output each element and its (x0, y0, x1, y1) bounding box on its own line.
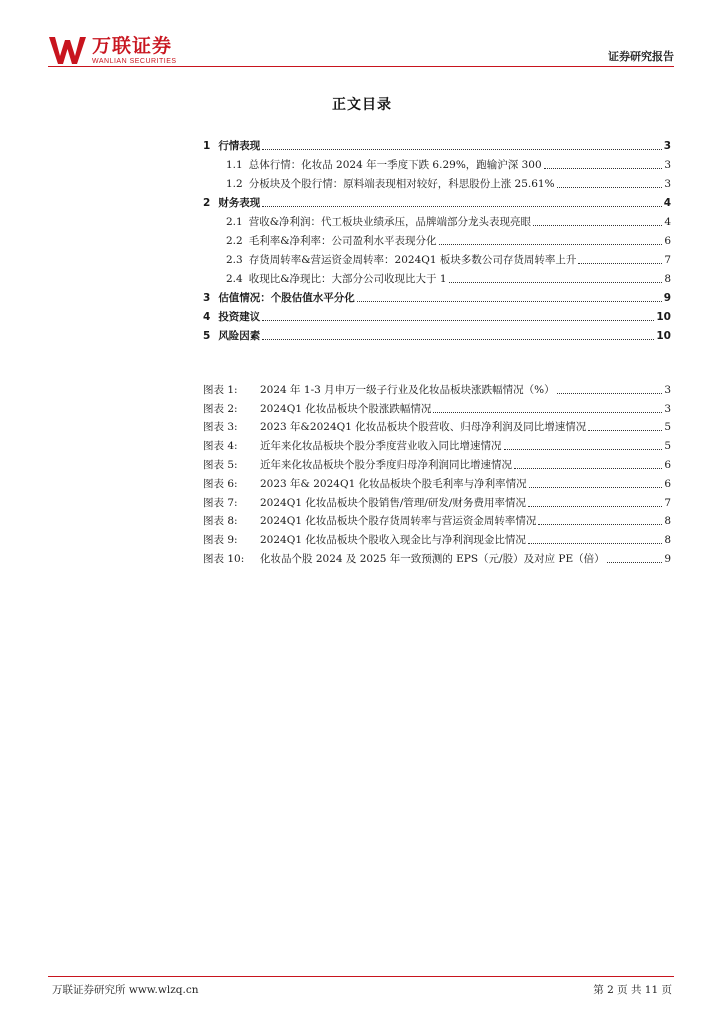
page-number: 第 2 页 共 11 页 (593, 984, 672, 996)
figure-label: 图表 7: (203, 496, 238, 509)
toc-number: 5 (203, 330, 211, 342)
dot-leader (578, 263, 662, 264)
toc-text: 投资建议 (218, 311, 261, 323)
toc-number: 2 (203, 197, 211, 209)
figure-page: 7 (664, 496, 671, 509)
figure-entry[interactable] (203, 416, 671, 435)
header-divider (48, 66, 674, 67)
toc-text: 营收&净利润：代工板块业绩承压，品牌端部分龙头表现亮眼 (248, 216, 532, 228)
wanlian-logo-icon (48, 34, 88, 66)
toc-text: 估值情况：个股估值水平分化 (218, 292, 355, 304)
footer-divider (48, 976, 674, 977)
dot-leader (533, 225, 662, 226)
toc-number: 2.3 (226, 254, 243, 266)
dot-leader (557, 393, 663, 394)
footer-source: 万联证券研究所 www.wlzq.cn (52, 984, 199, 996)
toc-page: 7 (664, 254, 671, 266)
figure-text: 2023 年& 2024Q1 化妆品板块个股毛利率与净利率情况 (260, 477, 527, 490)
dot-leader (449, 282, 663, 283)
figure-text: 2024Q1 化妆品板块个股收入现金比与净利润现金比情况 (260, 534, 526, 547)
toc-page: 4 (663, 197, 671, 209)
toc-entry[interactable] (203, 305, 671, 324)
figure-label: 图表 9: (203, 534, 238, 547)
figure-page: 3 (664, 402, 671, 415)
dot-leader (538, 524, 662, 525)
toc-number: 2.2 (226, 235, 243, 247)
dot-leader (588, 430, 662, 431)
toc-number: 1.2 (226, 178, 243, 190)
figure-label: 图表 2: (203, 402, 238, 415)
figure-entry[interactable] (203, 547, 671, 566)
figure-page: 8 (664, 534, 671, 547)
toc-text: 存货周转率&营运资金周转率：2024Q1 板块多数公司存货周转率上升 (248, 254, 577, 266)
figure-text: 2024Q1 化妆品板块个股销售/管理/研发/财务费用率情况 (260, 496, 526, 509)
dot-leader (357, 301, 662, 302)
toc-page: 3 (663, 140, 671, 152)
figure-text: 近年来化妆品板块个股分季度营业收入同比增速情况 (260, 440, 502, 453)
figure-entry[interactable] (203, 434, 671, 453)
toc-text: 风险因素 (218, 330, 261, 342)
figure-page: 6 (664, 458, 671, 471)
toc-number: 3 (203, 292, 211, 304)
figure-entry[interactable] (203, 491, 671, 510)
toc-number: 1.1 (226, 159, 243, 171)
dot-leader (528, 543, 662, 544)
figure-label: 图表 1: (203, 383, 238, 396)
brand-name-en: WANLIAN SECURITIES (92, 57, 177, 65)
dot-leader (504, 449, 663, 450)
figure-text: 近年来化妆品板块个股分季度归母净利润同比增速情况 (260, 458, 512, 471)
toc-entry[interactable] (203, 229, 671, 248)
toc-entry[interactable] (203, 324, 671, 343)
brand-name-cn: 万联证券 (92, 34, 173, 57)
figure-page: 9 (664, 552, 671, 565)
figure-entry[interactable] (203, 378, 671, 397)
table-of-contents (203, 134, 671, 343)
figure-list (203, 378, 671, 566)
figure-entry[interactable] (203, 397, 671, 416)
toc-page: 9 (663, 292, 671, 304)
figure-label: 图表 4: (203, 440, 238, 453)
dot-leader (557, 187, 663, 188)
toc-number: 2.4 (226, 273, 243, 285)
toc-page: 8 (664, 273, 671, 285)
figure-page: 8 (664, 515, 671, 528)
dot-leader (529, 487, 663, 488)
figure-text: 化妆品个股 2024 及 2025 年一致预测的 EPS（元/股）及对应 PE（倍） (260, 552, 605, 565)
dot-leader (262, 206, 661, 207)
page-title: 正文目录 (332, 97, 392, 113)
page-header (48, 30, 674, 70)
toc-page: 10 (656, 311, 671, 323)
toc-entry[interactable] (203, 286, 671, 305)
figure-page: 5 (664, 421, 671, 434)
toc-entry[interactable] (203, 248, 671, 267)
toc-page: 4 (664, 216, 671, 228)
figure-entry[interactable] (203, 528, 671, 547)
toc-page: 6 (664, 235, 671, 247)
figure-page: 6 (664, 477, 671, 490)
figure-text: 2024Q1 化妆品板块个股存货周转率与营运资金周转率情况 (260, 515, 537, 528)
figure-page: 3 (664, 383, 671, 396)
dot-leader (433, 412, 662, 413)
figure-label: 图表 10: (203, 552, 245, 565)
toc-text: 收现比&净现比：大部分公司收现比大于 1 (248, 273, 447, 285)
figure-text: 2023 年&2024Q1 化妆品板块个股营收、归母净利润及同比增速情况 (260, 421, 587, 434)
toc-entry[interactable] (203, 172, 671, 191)
report-type-label: 证券研究报告 (608, 50, 674, 63)
figure-label: 图表 5: (203, 458, 238, 471)
toc-entry[interactable] (203, 153, 671, 172)
toc-page: 3 (664, 178, 671, 190)
figure-entry[interactable] (203, 510, 671, 529)
figure-text: 2024 年 1-3 月申万一级子行业及化妆品板块涨跌幅情况（%） (260, 383, 555, 396)
toc-number: 4 (203, 311, 211, 323)
toc-text: 分板块及个股行情：原料端表现相对较好，科思股份上涨 25.61% (248, 178, 555, 190)
toc-entry[interactable] (203, 191, 671, 210)
dot-leader (544, 168, 663, 169)
toc-text: 行情表现 (218, 140, 261, 152)
dot-leader (262, 339, 654, 340)
toc-text: 财务表现 (218, 197, 261, 209)
toc-page: 10 (656, 330, 671, 342)
toc-text: 毛利率&净利率：公司盈利水平表现分化 (248, 235, 437, 247)
figure-entry[interactable] (203, 472, 671, 491)
toc-number: 2.1 (226, 216, 243, 228)
toc-entry[interactable] (203, 134, 671, 153)
dot-leader (262, 320, 654, 321)
dot-leader (262, 149, 661, 150)
brand-logo (48, 32, 177, 68)
figure-label: 图表 3: (203, 421, 238, 434)
toc-entry[interactable] (203, 210, 671, 229)
figure-entry[interactable] (203, 453, 671, 472)
figure-label: 图表 6: (203, 477, 238, 490)
figure-label: 图表 8: (203, 515, 238, 528)
dot-leader (514, 468, 662, 469)
toc-page: 3 (664, 159, 671, 171)
dot-leader (607, 562, 663, 563)
dot-leader (528, 506, 662, 507)
toc-entry[interactable] (203, 267, 671, 286)
figure-page: 5 (664, 440, 671, 453)
dot-leader (439, 244, 663, 245)
toc-number: 1 (203, 140, 211, 152)
figure-text: 2024Q1 化妆品板块个股涨跌幅情况 (260, 402, 432, 415)
toc-text: 总体行情：化妆品 2024 年一季度下跌 6.29%，跑输沪深 300 (248, 159, 542, 171)
